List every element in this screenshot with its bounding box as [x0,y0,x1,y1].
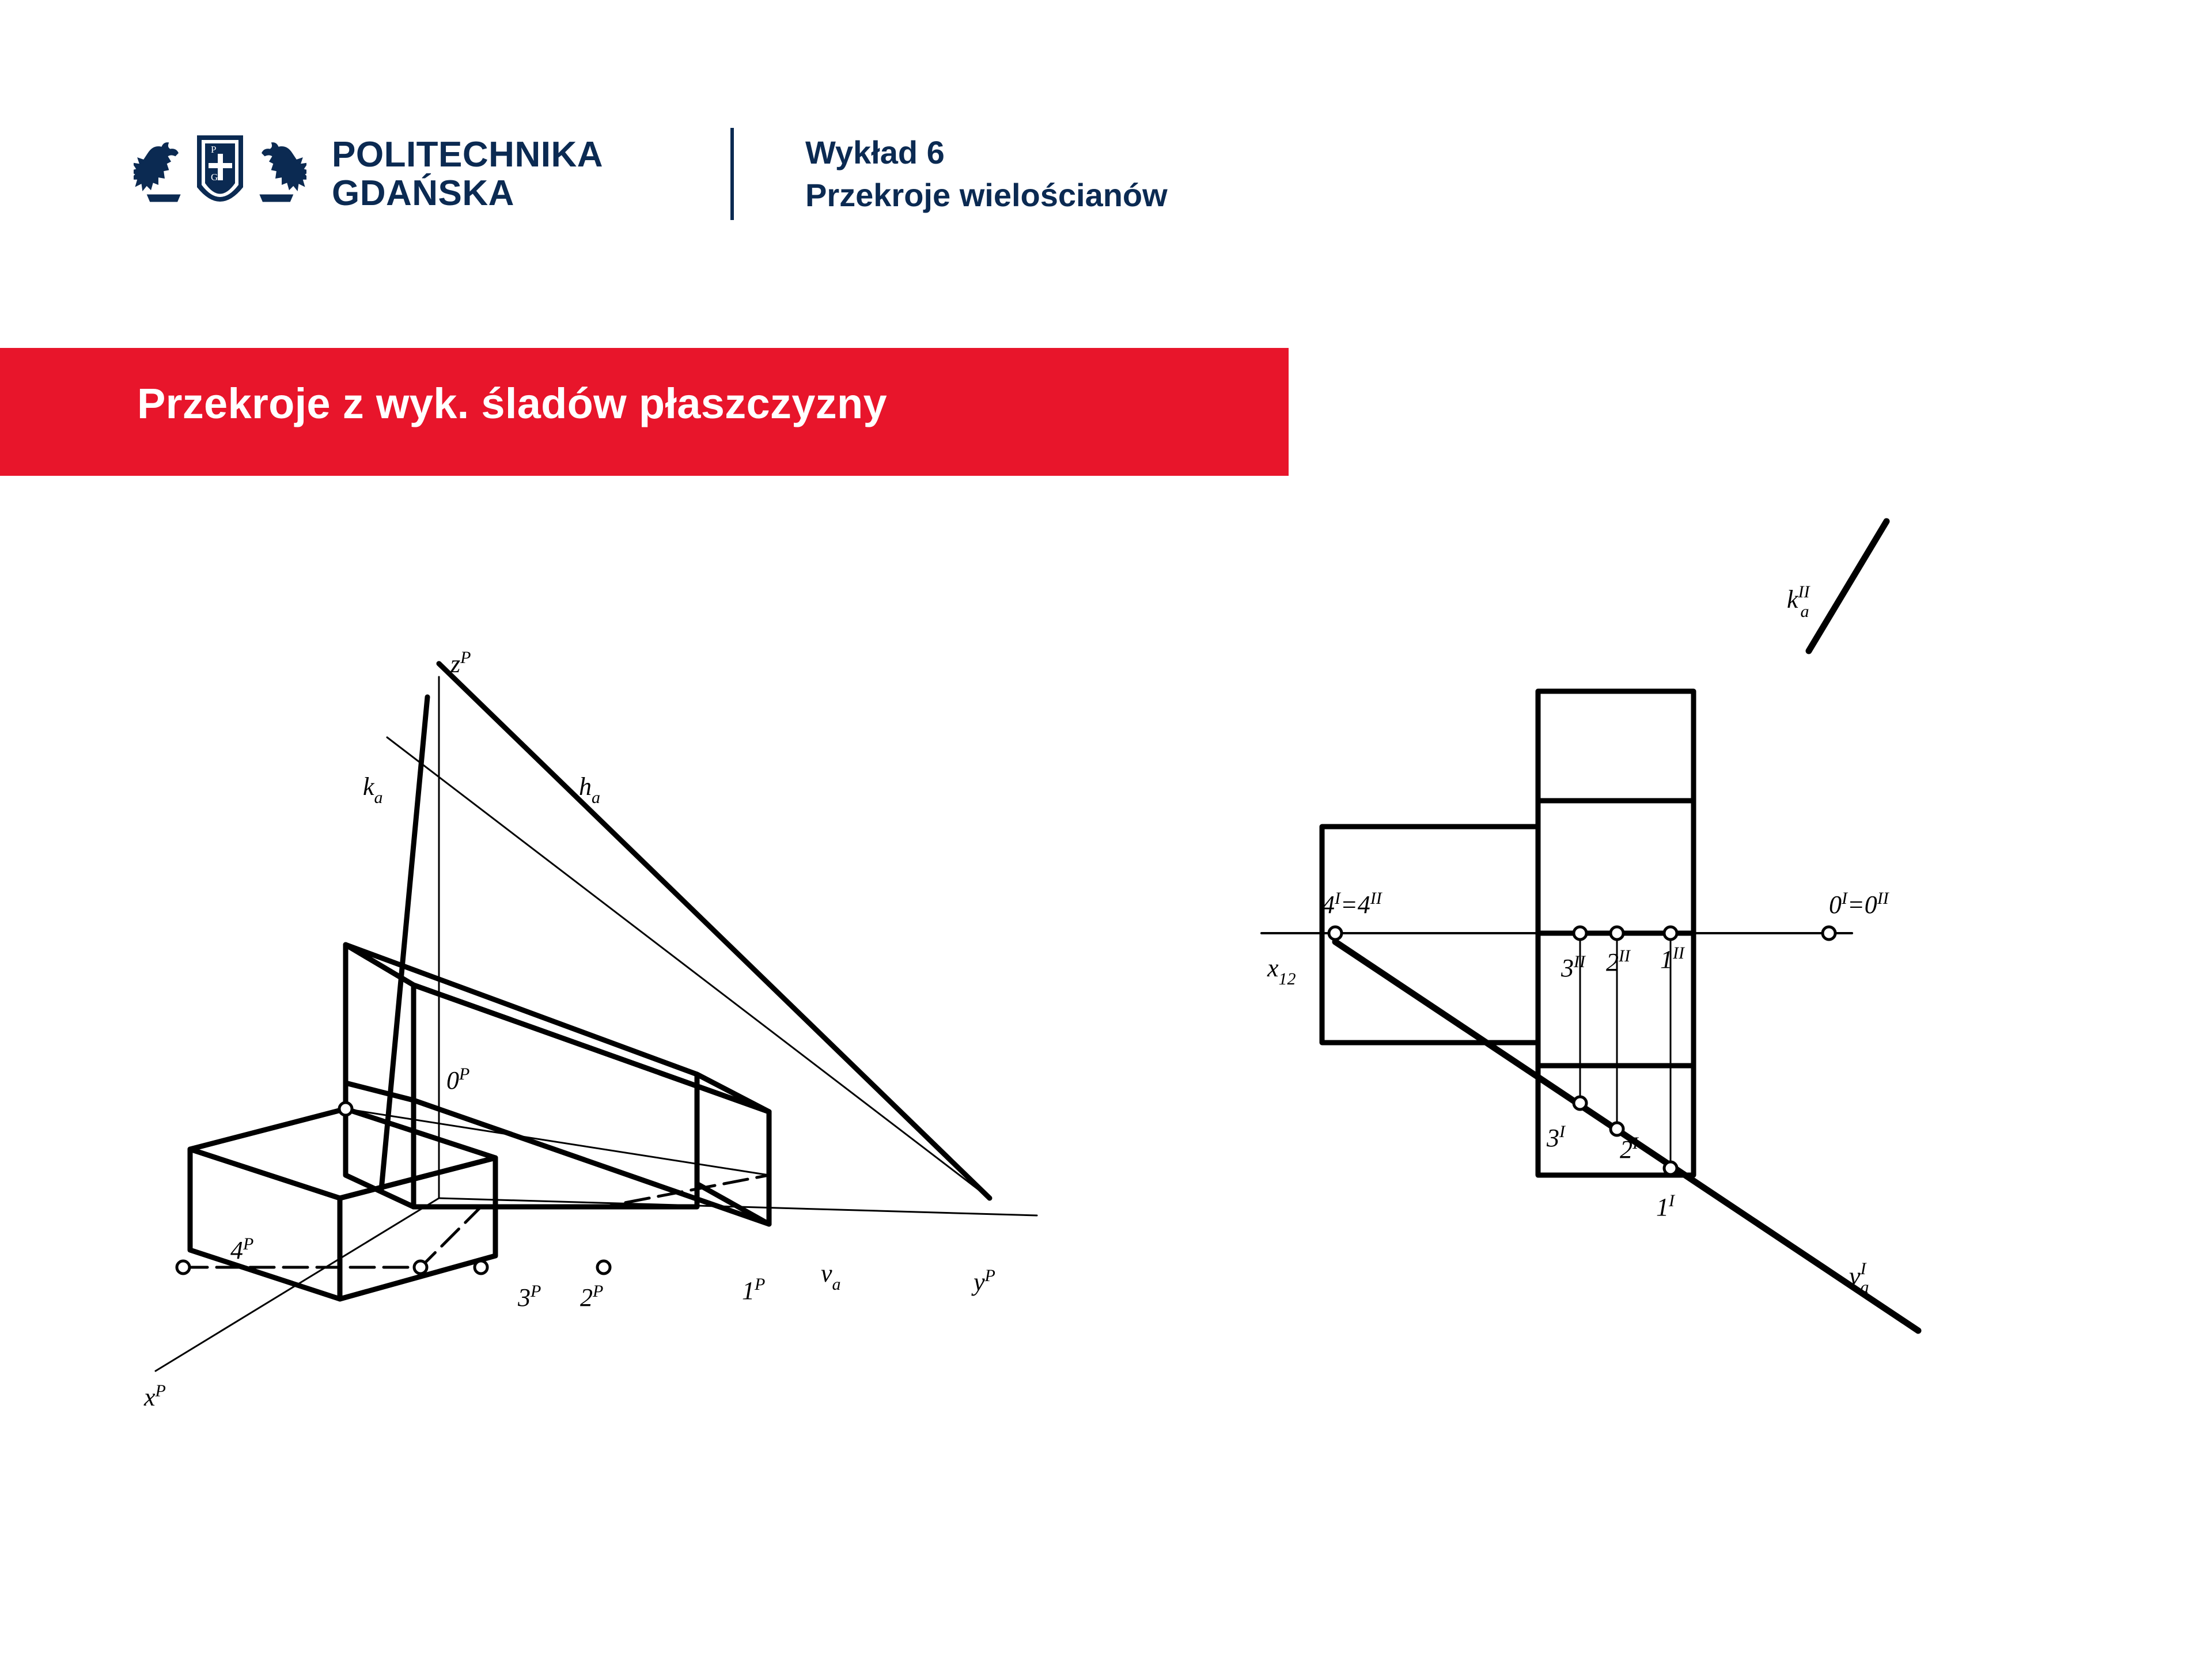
drawing-area [0,507,2212,1659]
label-axis-y: $y^P$ [974,1266,995,1296]
label-point-1P: $1^P$ [742,1275,766,1305]
university-name [332,136,603,213]
label-point-2II: $2^{II}$ [1606,946,1630,976]
point-4 [1329,927,1342,940]
label-point-4P: $4^P$ [230,1234,254,1264]
rect-mid-right [1538,801,1694,933]
label-axis-x: $x^P$ [144,1381,166,1411]
point-1P [597,1261,610,1274]
point-0 [1823,927,1835,940]
label-point-0: $0^I=0^{II}$ [1829,889,1889,919]
label-axis-z: $z^P$ [450,648,471,678]
point-2P [475,1261,487,1274]
chain-0-to-1 [346,1109,769,1175]
point-1II [1664,927,1677,940]
label-point-1II: $1^{II}$ [1660,944,1684,974]
axonometric-figure [0,507,1094,1630]
lecture-info [805,131,1168,217]
label-trace-kII: $k^{II}$ a [1787,582,1810,621]
label-point-1I: $1^I$ [1656,1191,1675,1221]
point-0P [339,1103,352,1115]
header-divider [730,128,734,220]
section-chain [183,1175,769,1267]
lecture-number: Wykład 6 [805,134,945,171]
label-point-3I: $3^I$ [1547,1122,1565,1152]
label-trace-v: $v_a$ [821,1259,841,1294]
university-logo-block [134,124,603,225]
rect-left [1322,827,1538,1043]
lecture-topic: Przekroje wielościanów [805,176,1168,213]
svg-text:P: P [211,144,217,155]
point-1I [1664,1162,1677,1175]
university-name-line1: POLITECHNIKA [332,134,603,175]
box-solid [190,1109,495,1299]
label-point-2P: $2^P$ [580,1282,604,1312]
point-2II [1611,927,1623,940]
label-trace-h: $h_a$ [579,772,600,807]
point-3II [1574,927,1586,940]
trace-k-II [1809,521,1887,651]
label-trace-k: $k_a$ [363,772,383,807]
label-trace-vI: $v^I$ a [1849,1259,1869,1297]
label-point-4: $4^I=4^{II}$ [1322,889,1382,919]
section-title: Przekroje z wyk. śladów płaszczyzny [137,380,887,427]
point-3I [1574,1097,1586,1109]
label-point-3II: $3^{II}$ [1561,952,1585,982]
label-point-2I: $2^I$ [1620,1134,1638,1164]
point-4P [177,1261,190,1274]
university-name-line2: GDAŃSKA [332,173,514,213]
label-point-3P: $3^P$ [518,1282,541,1312]
slide-header [0,0,2212,323]
point-3P [414,1261,427,1274]
point-2I [1611,1123,1623,1135]
orthographic-figure [1233,507,2212,1630]
svg-text:G: G [211,172,218,183]
coat-of-arms-icon [134,124,306,225]
label-axis-x12: $x_{12}$ [1267,954,1296,988]
trace-h [439,664,990,1198]
label-point-0P: $0^P$ [446,1065,470,1094]
rect-upper-right [1538,691,1694,801]
